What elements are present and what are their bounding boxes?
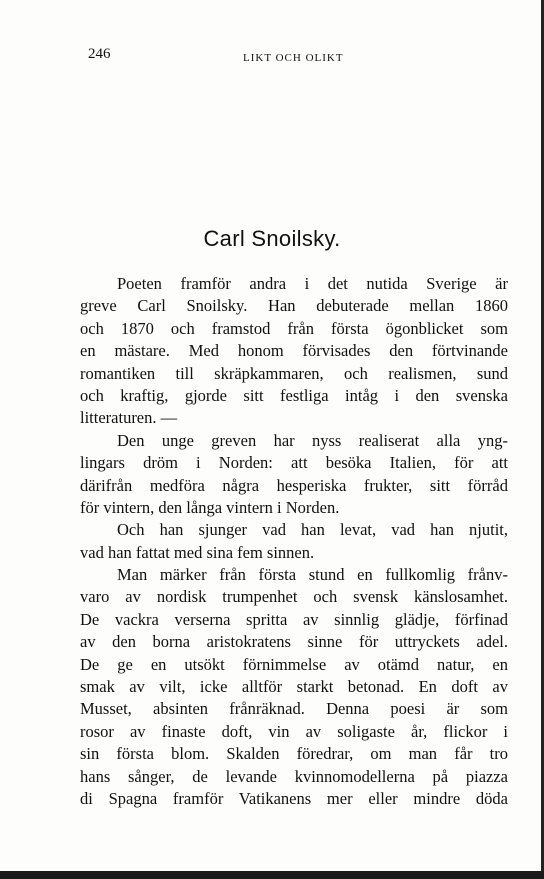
article-body bbox=[80, 273, 508, 810]
body-line: Man märker från första stund en fullkomlig frånv- bbox=[117, 565, 508, 585]
running-head: LIKT OCH OLIKT bbox=[243, 52, 344, 64]
body-line: rosor av finaste doft, vin av soligaste år, flickor i bbox=[80, 721, 508, 741]
body-line: De vackra verserna spritta av sinnlig glädje, förfinad bbox=[80, 609, 508, 629]
body-line: Den unge greven har nyss realiserat alla yng- bbox=[117, 430, 508, 450]
body-line: di Spagna framför Vatikanens mer eller mindre döda bbox=[80, 788, 508, 808]
body-line: och kraftig, gjorde sitt festliga intåg i den svenska bbox=[80, 385, 508, 405]
body-line: litteraturen. — bbox=[80, 408, 178, 428]
page-edge-bottom bbox=[0, 871, 544, 879]
body-line: en mästare. Med honom förvisades den förtvinande bbox=[80, 341, 508, 361]
article-title: Carl Snoilsky. bbox=[203, 226, 341, 251]
body-line: hans sånger, de levande kvinnomodellerna på piazza bbox=[80, 766, 508, 786]
body-line: greve Carl Snoilsky. Han debuterade mellan 1860 bbox=[80, 296, 508, 316]
body-line: Poeten framför andra i det nutida Sverige är bbox=[117, 274, 508, 293]
body-line: vad han fattat med sina fem sinnen. bbox=[80, 542, 315, 562]
body-line: De ge en utsökt förnimmelse av otämd natur, en bbox=[80, 654, 508, 674]
body-line: sin första blom. Skalden föredrar, om man får tro bbox=[80, 744, 508, 764]
body-line: romantiken till skräpkammaren, och realismen, sund bbox=[80, 363, 508, 383]
body-line: därifrån medföra några hesperiska frukter, sitt förråd bbox=[80, 475, 508, 495]
body-line: lingars dröm i Norden: att besöka Italien, för att bbox=[80, 453, 508, 473]
body-line: varo av nordisk trumpenhet och svensk känslosamhet. bbox=[80, 587, 508, 607]
body-line: av den borna aristokratens sinne för uttryckets adel. bbox=[80, 632, 508, 652]
body-line: smak av vilt, icke alltför starkt betonad. En doft av bbox=[80, 677, 508, 697]
body-line: Och han sjunger vad han levat, vad han njutit, bbox=[117, 520, 508, 540]
body-line: för vintern, den långa vintern i Norden. bbox=[80, 497, 340, 517]
page-number: 246 bbox=[88, 46, 111, 62]
body-line: Musset, absinten frånräknad. Denna poesi är som bbox=[80, 699, 508, 719]
body-line: och 1870 och framstod från första ögonblicket som bbox=[80, 318, 508, 338]
